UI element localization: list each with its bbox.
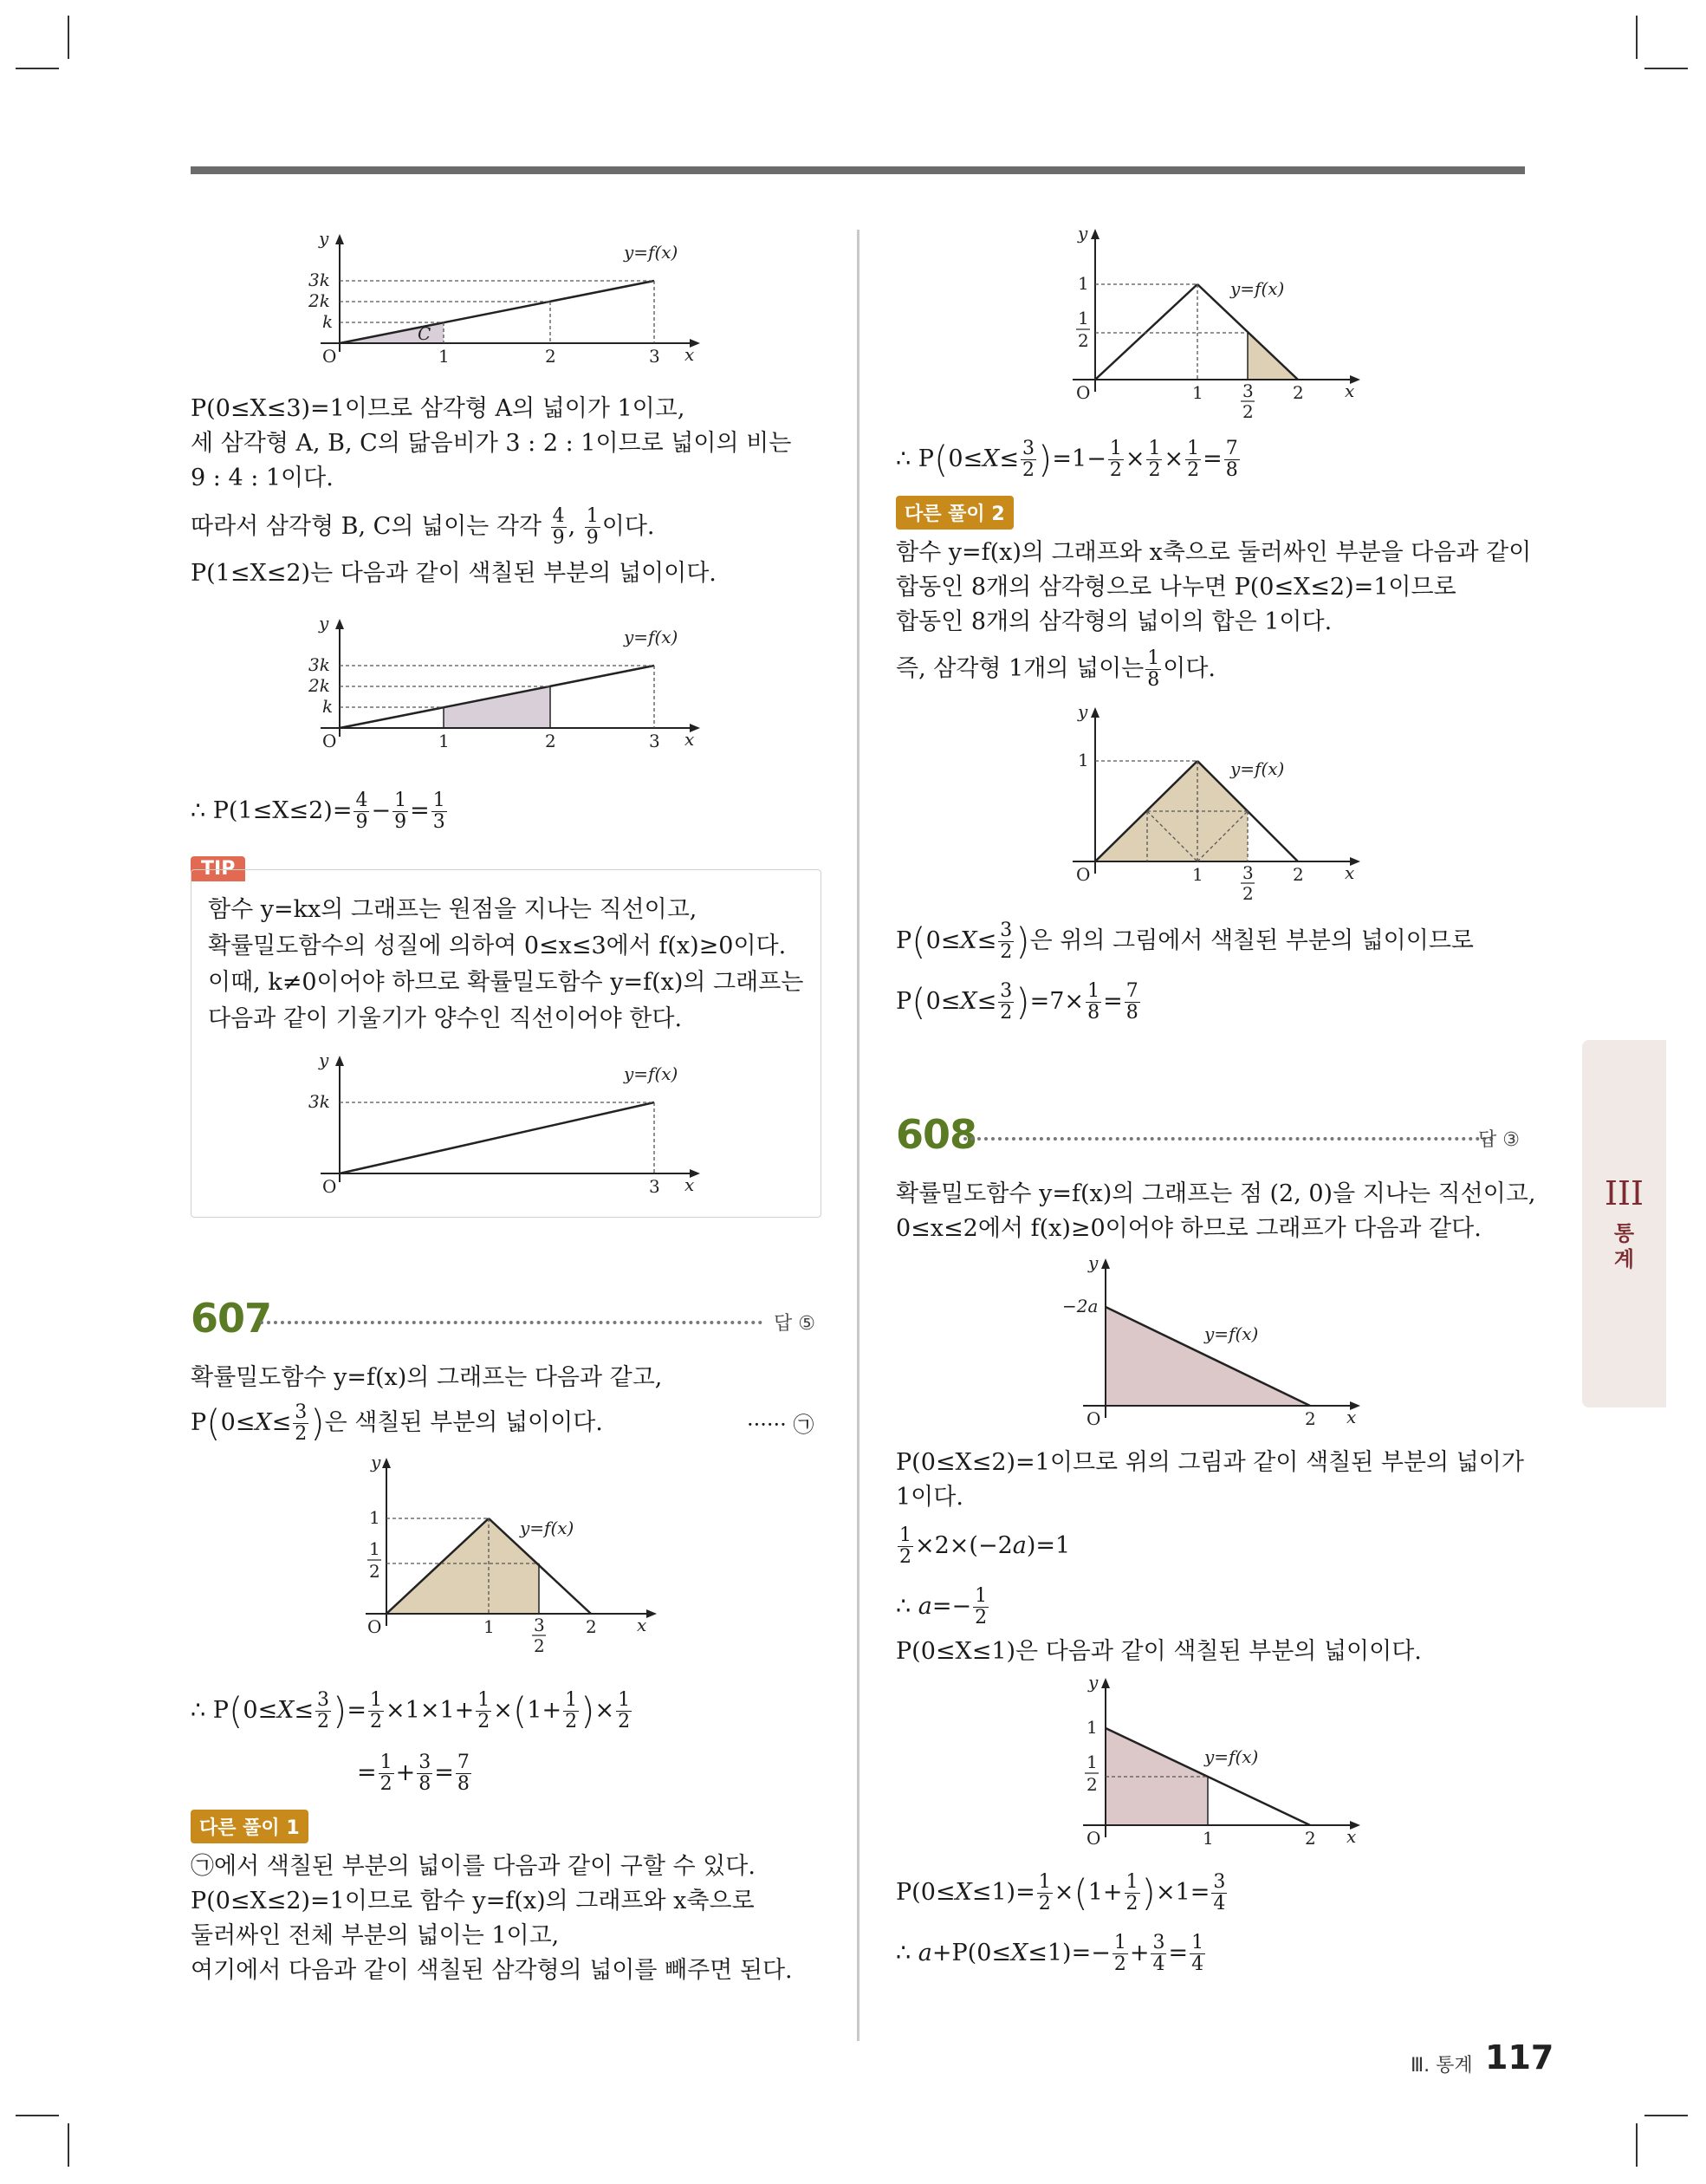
graph-subdivided-triangles (1059, 701, 1371, 905)
svg-text:x: x (637, 1615, 647, 1635)
svg-text:y: y (1078, 223, 1088, 244)
svg-text:y: y (319, 1050, 329, 1070)
text-line: 0≤x≤2에서 f(x)≥0이어야 하므로 그래프가 다음과 같다. (896, 1215, 1482, 1242)
svg-text:1: 1 (369, 1538, 380, 1559)
tip-line: 다음과 같이 기울기가 양수인 직선이어야 한다. (208, 1005, 683, 1032)
text-line: P(1≤X≤2)는 다음과 같이 색칠된 부분의 넓이이다. (191, 560, 717, 587)
text-line: 여기에서 다음과 같이 색칠된 삼각형의 넓이를 빼주면 된다. (191, 1957, 793, 1984)
result-line: ∴ P(1≤X≤2)= $\frac{4}{9}$ − $\frac{1}{9}$ = $\frac{1}{3}$ (191, 790, 445, 833)
chapter-title: 통 계 (1613, 1221, 1635, 1271)
svg-text:x: x (1346, 1407, 1357, 1427)
result-line: = $\frac{1}{2}$ + $\frac{3}{8}$ = $\frac{7}{8}$ (357, 1752, 470, 1795)
svg-text:y: y (1078, 701, 1088, 722)
text-line: P(0≤X≤2)=1이므로 위의 그림과 같이 색칠된 부분의 넓이가 (896, 1449, 1524, 1476)
svg-text:2: 2 (586, 1616, 597, 1637)
svg-text:O: O (322, 1176, 337, 1197)
svg-text:y: y (319, 228, 329, 249)
svg-text:1: 1 (1078, 273, 1089, 294)
tip-line: 이때, k≠0이어야 하므로 확률밀도함수 y=f(x)의 그래프는 (208, 969, 804, 996)
graph-decreasing-line (1059, 1252, 1371, 1430)
page-number: 117 (1485, 2038, 1554, 2077)
chapter-tab (1582, 1040, 1666, 1407)
text-line: P(0≤X≤1)은 다음과 같이 색칠된 부분의 넓이이다. (896, 1638, 1422, 1665)
dotted-leader (963, 1137, 1494, 1141)
svg-text:1: 1 (1078, 308, 1089, 328)
svg-text:2: 2 (545, 731, 556, 751)
svg-text:2k: 2k (308, 290, 330, 311)
svg-text:y=f(x): y=f(x) (624, 627, 678, 647)
svg-text:3k: 3k (308, 270, 330, 290)
svg-text:3: 3 (534, 1615, 545, 1635)
footer-section: Ⅲ. 통계 (1411, 2055, 1473, 2077)
svg-text:y=f(x): y=f(x) (1204, 1746, 1259, 1767)
text-line: 합동인 8개의 삼각형의 넓이의 합은 1이다. (896, 608, 1333, 635)
svg-text:x: x (684, 344, 695, 365)
result-line: P(0≤X≤ $\frac{3}{2}$ )=7× $\frac{1}{8}$ = $\frac{7}{8}$ (896, 980, 1138, 1024)
svg-text:y=f(x): y=f(x) (624, 1063, 678, 1084)
column-separator (857, 230, 859, 2041)
svg-text:k: k (322, 311, 334, 332)
result-line: $\frac{1}{2}$ ×2×(−2a)=1 (899, 1524, 1071, 1568)
graph-decreasing-shaded (1059, 1672, 1371, 1849)
svg-text:1: 1 (1078, 750, 1089, 770)
svg-text:3: 3 (649, 1176, 660, 1197)
text-line: 확률밀도함수 y=f(x)의 그래프는 점 (2, 0)을 지나는 직선이고, (896, 1180, 1536, 1207)
graph-linear-band (303, 613, 710, 756)
svg-text:1: 1 (1192, 382, 1203, 403)
graph-tip-line (303, 1050, 710, 1201)
svg-text:y=f(x): y=f(x) (1230, 278, 1285, 299)
crop-mark (16, 2115, 59, 2116)
text-line: 확률밀도함수 y=f(x)의 그래프는 다음과 같고, (191, 1364, 663, 1391)
svg-text:O: O (322, 346, 337, 367)
text-line: P(0≤X≤3)=1이므로 삼각형 A의 넓이가 1이고, (191, 395, 685, 422)
svg-text:O: O (1087, 1408, 1101, 1429)
text-line: 9 : 4 : 1이다. (191, 465, 334, 491)
svg-text:3: 3 (649, 346, 660, 367)
result-line: ∴ a=− $\frac{1}{2}$ (896, 1585, 988, 1628)
svg-text:O: O (322, 731, 337, 751)
text-line: 즉, 삼각형 1개의 넓이는 $\frac{1}{8}$ 이다. (896, 647, 1216, 691)
svg-text:y: y (1088, 1672, 1099, 1693)
svg-text:1: 1 (1087, 1717, 1098, 1738)
text-line: 함수 y=f(x)의 그래프와 x축으로 둘러싸인 부분을 다음과 같이 (896, 539, 1532, 566)
text-line: 1이다. (896, 1484, 963, 1511)
svg-text:y=f(x): y=f(x) (1230, 758, 1285, 779)
svg-text:y=f(x): y=f(x) (624, 242, 678, 263)
svg-text:1: 1 (1192, 864, 1203, 885)
text-line: ㉠에서 색칠된 부분의 넓이를 다음과 같이 구할 수 있다. (191, 1853, 756, 1880)
svg-text:2: 2 (534, 1635, 545, 1656)
tip-badge: TIP (191, 856, 245, 881)
svg-text:3k: 3k (308, 1091, 330, 1112)
graph-linear-c (303, 228, 710, 371)
tip-line: 함수 y=kx의 그래프는 원점을 지나는 직선이고, (208, 896, 697, 923)
svg-text:x: x (1345, 380, 1355, 401)
svg-text:1: 1 (438, 346, 450, 367)
alt-solution-badge: 다른 풀이 1 (191, 1810, 308, 1843)
svg-text:O: O (1076, 382, 1091, 403)
svg-text:y: y (319, 613, 329, 634)
svg-text:2: 2 (1242, 883, 1254, 904)
alt-solution-badge: 다른 풀이 2 (896, 496, 1014, 530)
crop-mark (68, 2123, 69, 2167)
svg-text:2: 2 (545, 346, 556, 367)
svg-text:x: x (684, 729, 695, 750)
svg-text:2: 2 (369, 1561, 380, 1582)
crop-mark (1644, 68, 1688, 69)
svg-text:y=f(x): y=f(x) (520, 1518, 574, 1538)
text-line: 세 삼각형 A, B, C의 닮음비가 3 : 2 : 1이므로 넓이의 비는 (191, 430, 792, 457)
result-line: ∴ a+P(0≤X≤1)=− $\frac{1}{2}$ + $\frac{3}{4}$ = $\frac{1}{4}$ (896, 1932, 1204, 1975)
dotted-leader (260, 1321, 762, 1324)
text-line: 둘러싸인 전체 부분의 넓이는 1이고, (191, 1922, 560, 1949)
graph-triangle-tail (1059, 223, 1371, 426)
text-line: 따라서 삼각형 B, C의 넓이는 각각 $\frac{4}{9}$ , $\frac{1}{9}$ 이다. (191, 505, 655, 549)
svg-text:O: O (1087, 1828, 1101, 1849)
svg-text:y=f(x): y=f(x) (1204, 1323, 1259, 1344)
svg-text:O: O (1076, 864, 1091, 885)
svg-text:x: x (1346, 1826, 1357, 1847)
text-line: P(0≤X≤ $\frac{3}{2}$ )은 위의 그림에서 색칠된 부분의 넓이이므로 (896, 920, 1475, 963)
answer-label: 답 ③ (1478, 1129, 1520, 1151)
result-line: P(0≤X≤1)= $\frac{1}{2}$ ×(1+ $\frac{1}{2}$ )×1= $\frac{3}{4}$ (896, 1871, 1226, 1914)
text-line: P(0≤X≤2)=1이므로 함수 y=f(x)의 그래프와 x축으로 (191, 1888, 755, 1914)
chapter-roman: III (1604, 1174, 1644, 1212)
svg-text:−2a: −2a (1062, 1296, 1099, 1316)
svg-text:2: 2 (1087, 1774, 1098, 1795)
crop-mark (16, 68, 59, 69)
svg-text:2: 2 (1305, 1828, 1316, 1849)
svg-text:2: 2 (1078, 330, 1089, 351)
svg-text:3k: 3k (308, 654, 330, 675)
svg-text:2: 2 (1305, 1408, 1316, 1429)
text-line: ······ ㉠ (747, 1413, 814, 1437)
svg-text:2: 2 (1293, 864, 1304, 885)
svg-text:1: 1 (369, 1507, 380, 1528)
svg-text:O: O (367, 1616, 382, 1637)
svg-text:3: 3 (649, 731, 660, 751)
svg-text:1: 1 (1087, 1752, 1098, 1772)
problem-number: 608 (896, 1111, 977, 1158)
svg-text:1: 1 (438, 731, 450, 751)
svg-text:3: 3 (1242, 862, 1254, 883)
answer-label: 답 ⑤ (774, 1313, 815, 1335)
svg-text:1: 1 (1203, 1828, 1214, 1849)
result-line: ∴ P(0≤X≤ $\frac{3}{2}$ )= $\frac{1}{2}$ ×1×1+ $\frac{1}{2}$ ×(1+ $\frac{1}{2}$ )× $\frac{1}{2}$ (191, 1689, 631, 1732)
graph-triangle-607 (355, 1452, 667, 1656)
svg-text:x: x (1345, 862, 1355, 883)
svg-text:2: 2 (1293, 382, 1304, 403)
svg-text:2k: 2k (308, 675, 330, 696)
svg-text:2: 2 (1242, 401, 1254, 422)
result-line: ∴ P(0≤X≤ $\frac{3}{2}$ )=1− $\frac{1}{2}$ × $\frac{1}{2}$ × $\frac{1}{2}$ = $\frac{7}{8}$ (896, 438, 1238, 481)
crop-mark (1636, 2123, 1638, 2167)
crop-mark (1636, 16, 1638, 59)
text-line: 합동인 8개의 삼각형으로 나누면 P(0≤X≤2)=1이므로 (896, 574, 1456, 601)
svg-text:C: C (418, 323, 431, 344)
problem-number: 607 (191, 1295, 272, 1342)
svg-text:x: x (684, 1174, 695, 1195)
svg-text:y: y (1088, 1252, 1099, 1273)
crop-mark (1644, 2115, 1688, 2116)
tip-line: 확률밀도함수의 성질에 의하여 0≤x≤3에서 f(x)≥0이다. (208, 933, 787, 959)
svg-text:3: 3 (1242, 380, 1254, 401)
svg-text:y: y (371, 1452, 381, 1472)
crop-mark (68, 16, 69, 59)
text-line: P(0≤X≤ $\frac{3}{2}$ )은 색칠된 부분의 넓이이다. (191, 1401, 603, 1445)
svg-text:k: k (322, 696, 334, 717)
header-rule (191, 166, 1525, 174)
svg-text:1: 1 (483, 1616, 495, 1637)
